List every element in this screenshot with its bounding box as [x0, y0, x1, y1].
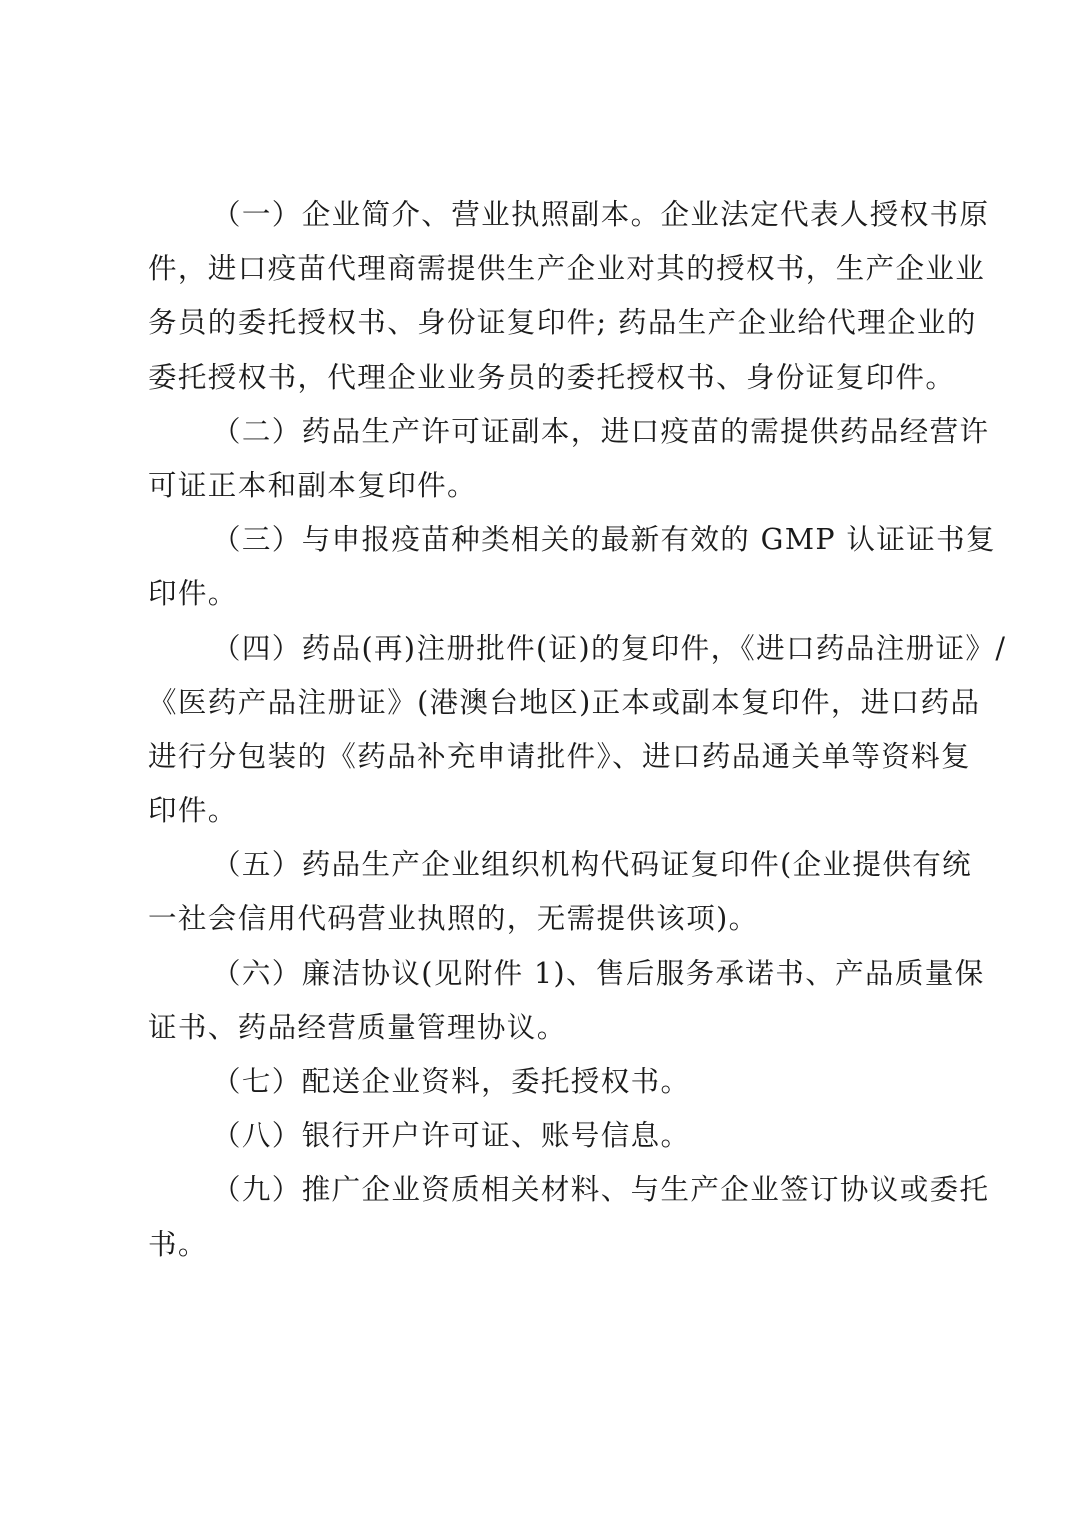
text-line: （一）企业简介、营业执照副本。企业法定代表人授权书原 — [212, 198, 990, 231]
text-line: 委托授权书，代理企业业务员的委托授权书、身份证复印件。 — [148, 360, 956, 394]
text-line: （八）银行开户许可证、账号信息。 — [212, 1119, 691, 1153]
text-line: 进行分包装的《药品补充申请批件》、进口药品通关单等资料复 — [148, 739, 971, 773]
text-line: （六）廉洁协议(见附件 1)、售后服务承诺书、产品质量保 — [212, 956, 985, 990]
text-line: 《医药产品注册证》(港澳台地区)正本或副本复印件，进口药品 — [148, 685, 981, 719]
text-line: 务员的委托授权书、身份证复印件; 药品生产企业给代理企业的 — [148, 306, 977, 340]
text-line: 件，进口疫苗代理商需提供生产企业对其的授权书，生产企业业 — [148, 252, 986, 286]
text-line: 印件。 — [148, 577, 238, 611]
text-line: （七）配送企业资料，委托授权书。 — [212, 1065, 691, 1098]
text-line: 印件。 — [148, 794, 238, 828]
text-line: （九）推广企业资质相关材料、与生产企业签订协议或委托 — [212, 1173, 990, 1207]
text-line: （三）与申报疫苗种类相关的最新有效的 GMP 认证证书复 — [212, 523, 996, 557]
text-line: （四）药品(再)注册批件(证)的复印件，《进口药品注册证》/ — [212, 631, 1007, 665]
text-line: 证书、药品经营质量管理协议。 — [148, 1010, 567, 1044]
text-line: 可证正本和副本复印件。 — [148, 468, 477, 502]
document-body — [148, 188, 1007, 1272]
text-line: （五）药品生产企业组织机构代码证复印件(企业提供有统 — [212, 848, 973, 882]
text-line: （二）药品生产许可证副本，进口疫苗的需提供药品经营许 — [212, 414, 990, 448]
text-line: 书。 — [148, 1227, 208, 1261]
text-line: 一社会信用代码营业执照的，无需提供该项)。 — [148, 902, 759, 936]
